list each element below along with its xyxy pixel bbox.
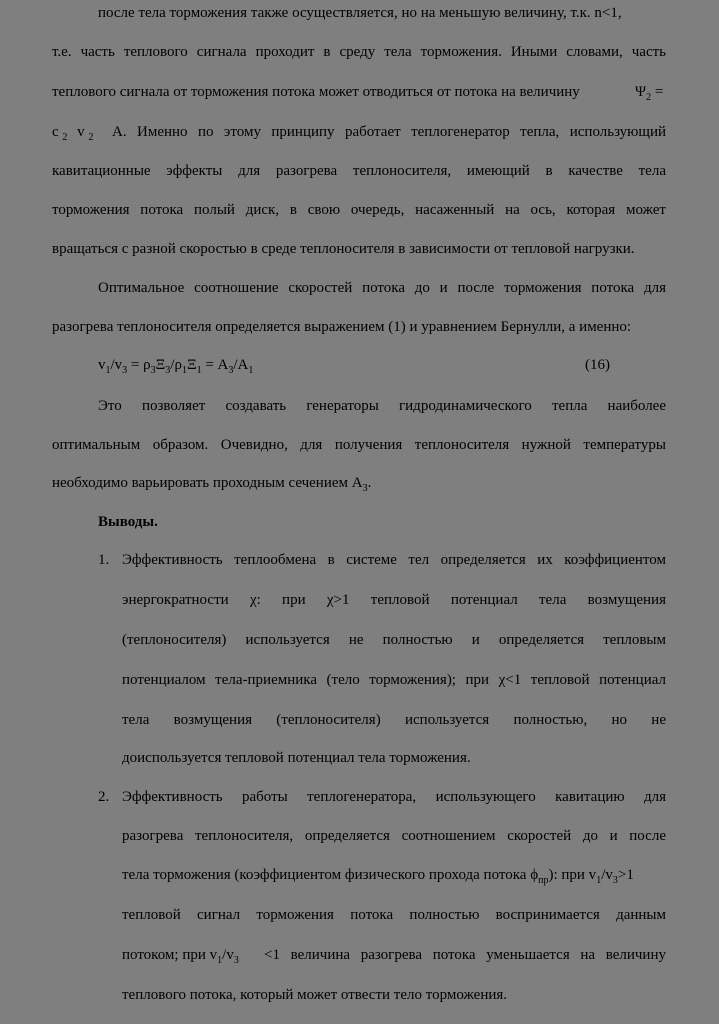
item-2-line-5 <box>122 946 666 964</box>
psi-symbol: $\Psi_2$ = <box>635 84 664 103</box>
p1-line-3-text: теплового сигнала от торможения потока может отводиться от потока на величину <box>52 84 580 100</box>
v2-term: v $_2$ <box>77 124 94 143</box>
equation-16: $v_1/v_3 = \rho_3\Xi_3/\rho_1\Xi_1 = A_3/A_1$ <box>98 357 254 376</box>
item-2-line-5-start: потоком; при $v_1/v_3$ <box>122 947 239 966</box>
p3-line-1: Это позволяет создавать генераторы гидродинамического тепла наиболее <box>98 398 666 414</box>
p2-line-2: разогрева теплоносителя определяется выражением (1) и уравнением Бернулли, а именно: <box>52 319 632 335</box>
p1-line-6: торможения потока полый диск, в свою очередь, насаженный на ось, которая может <box>52 202 666 218</box>
item-1-line-5: тела возмущения (теплоносителя) используется полностью, но не <box>122 712 666 728</box>
item-1-number: 1. <box>98 552 110 568</box>
p1-line-4-text: A. Именно по этому принципу работает теплогенератор тепла, использующий <box>112 124 666 140</box>
item-1-line-4: потенциалом тела-приемника (тело торможения); при χ<1 тепловой потенциал <box>122 672 666 688</box>
p1-line-1: после тела торможения также осуществляется, но на меньшую величину, т.к. n<1, <box>98 5 622 21</box>
p1-line-5: кавитационные эффекты для разогрева теплоносителя, имеющий в качестве тела <box>52 163 666 179</box>
equation-number: (16) <box>585 357 610 373</box>
item-2-line-5-rest: <1 величина разогрева потока уменьшается на величину <box>264 947 666 963</box>
p1-line-7: вращаться с разной скоростью в среде теплоносителя в зависимости от тепловой нагрузки. <box>52 241 635 257</box>
conclusions-heading: Выводы. <box>98 514 158 530</box>
p3-line-3: необходимо варьировать проходным сечением $A_3$. <box>52 475 372 494</box>
p1-line-4 <box>52 123 666 141</box>
item-1-line-2: энергократности χ: при χ>1 тепловой потенциал тела возмущения <box>122 592 666 608</box>
p1-line-2: т.е. часть теплового сигнала проходит в среду тела торможения. Иными словами, часть <box>52 44 666 60</box>
item-1-line-3: (теплоносителя) используется не полностью и определяется тепловым <box>122 632 666 648</box>
p2-line-1: Оптимальное соотношение скоростей потока до и после торможения потока для <box>98 280 666 296</box>
c2-term: c $_2$ <box>52 124 68 143</box>
item-2-line-2: разогрева теплоносителя, определяется соотношением скоростей до и после <box>122 828 666 844</box>
p3-line-2: оптимальным образом. Очевидно, для получения теплоносителя нужной температуры <box>52 437 666 453</box>
item-2-line-1: Эффективность работы теплогенератора, использующего кавитацию для <box>122 789 666 805</box>
item-1-line-6: доиспользуется тепловой потенциал тела торможения. <box>122 750 471 766</box>
item-2-line-6: теплового потока, который может отвести тело торможения. <box>122 987 508 1003</box>
item-2-number: 2. <box>98 789 110 805</box>
item-2-line-3: тела торможения (коэффициентом физического прохода потока $\phi_{пр}$): при $v_1/v_3>1$ <box>122 867 634 886</box>
p1-line-3 <box>52 83 666 101</box>
item-2-line-4: тепловой сигнал торможения потока полностью воспринимается данным <box>122 907 666 923</box>
item-1-line-1: Эффективность теплообмена в системе тел определяется их коэффициентом <box>122 552 666 568</box>
